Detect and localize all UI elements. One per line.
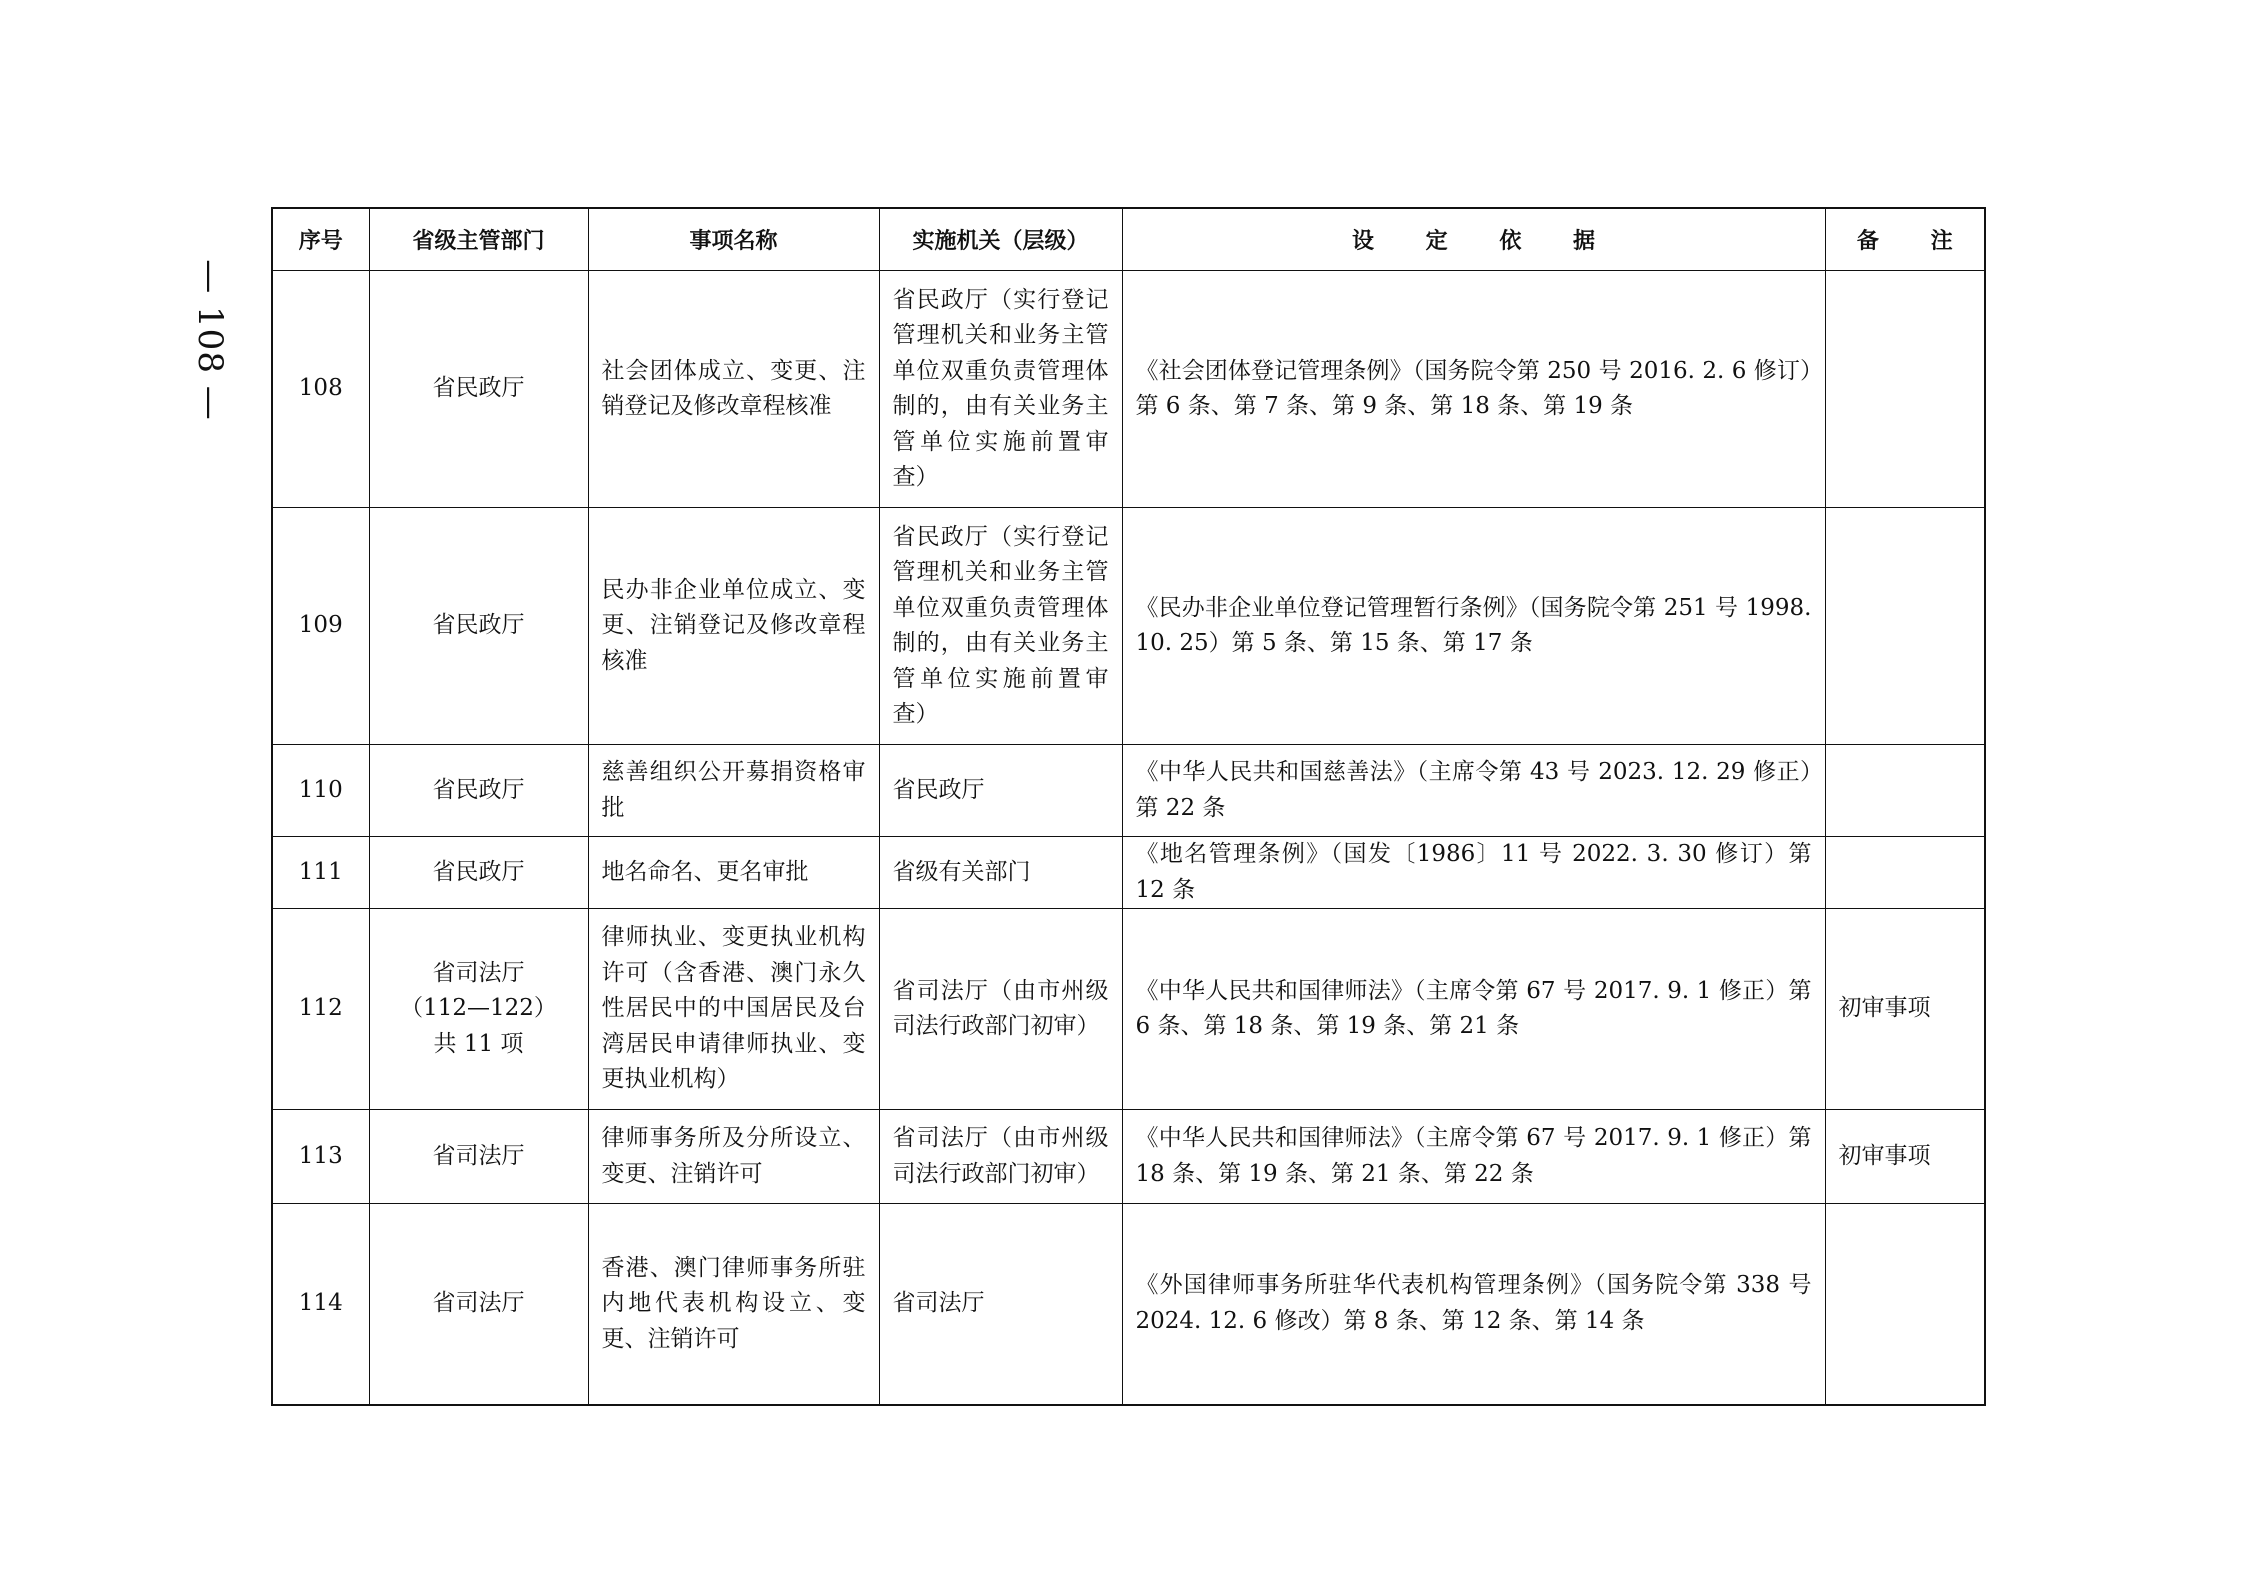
cell-serial-no: 110 [272, 745, 369, 837]
header-item-name: 事项名称 [588, 208, 879, 271]
cell-agency: 省司法厅（由市州级司法行政部门初审） [879, 909, 1122, 1110]
cell-item-name: 地名命名、更名审批 [588, 837, 879, 909]
cell-legal-basis: 《中华人民共和国慈善法》（主席令第 43 号 2023. 12. 29 修正）第 22 条 [1122, 745, 1825, 837]
cell-remarks [1825, 271, 1985, 508]
cell-agency: 省民政厅 [879, 745, 1122, 837]
cell-remarks [1825, 508, 1985, 745]
header-remarks: 备 注 [1825, 208, 1985, 271]
cell-agency: 省级有关部门 [879, 837, 1122, 909]
cell-legal-basis: 《外国律师事务所驻华代表机构管理条例》（国务院令第 338 号 2024. 12. 6 修改）第 8 条、第 12 条、第 14 条 [1122, 1204, 1825, 1405]
page-number [180, 240, 240, 440]
cell-legal-basis: 《中华人民共和国律师法》（主席令第 67 号 2017. 9. 1 修正）第 6 条、第 18 条、第 19 条、第 21 条 [1122, 909, 1825, 1110]
cell-agency: 省司法厅 [879, 1204, 1122, 1405]
header-legal-basis: 设 定 依 据 [1122, 208, 1825, 271]
cell-serial-no: 111 [272, 837, 369, 909]
cell-item-name: 律师事务所及分所设立、变更、注销许可 [588, 1110, 879, 1204]
cell-remarks: 初审事项 [1825, 909, 1985, 1110]
cell-department: 省民政厅 [369, 508, 588, 745]
cell-agency: 省司法厅（由市州级司法行政部门初审） [879, 1110, 1122, 1204]
cell-serial-no: 108 [272, 271, 369, 508]
page-number-label: — 108 — [190, 259, 231, 421]
table-header-row [272, 208, 1985, 271]
table-row [272, 909, 1985, 1110]
table-row [272, 508, 1985, 745]
cell-legal-basis: 《地名管理条例》（国发〔1986〕11 号 2022. 3. 30 修订）第 12 条 [1122, 837, 1825, 909]
cell-serial-no: 109 [272, 508, 369, 745]
cell-item-name: 香港、澳门律师事务所驻内地代表机构设立、变更、注销许可 [588, 1204, 879, 1405]
cell-department: 省民政厅 [369, 271, 588, 508]
department-item-range: （112—122） [400, 995, 557, 1022]
cell-item-name: 慈善组织公开募捐资格审批 [588, 745, 879, 837]
cell-remarks [1825, 1204, 1985, 1405]
table-row [272, 1110, 1985, 1204]
cell-department: 省司法厅 [369, 1110, 588, 1204]
cell-agency: 省民政厅（实行登记管理机关和业务主管单位双重负责管理体制的，由有关业务主管单位实施前置审查） [879, 508, 1122, 745]
cell-department [369, 909, 588, 1110]
table-row [272, 837, 1985, 909]
table-row [272, 745, 1985, 837]
approval-items-table [271, 207, 1986, 1406]
cell-legal-basis: 《社会团体登记管理条例》（国务院令第 250 号 2016. 2. 6 修订）第 6 条、第 7 条、第 9 条、第 18 条、第 19 条 [1122, 271, 1825, 508]
cell-serial-no: 114 [272, 1204, 369, 1405]
cell-item-name: 民办非企业单位成立、变更、注销登记及修改章程核准 [588, 508, 879, 745]
department-item-count: 共 11 项 [433, 1030, 524, 1057]
cell-legal-basis: 《民办非企业单位登记管理暂行条例》（国务院令第 251 号 1998. 10. 25）第 5 条、第 15 条、第 17 条 [1122, 508, 1825, 745]
cell-serial-no: 113 [272, 1110, 369, 1204]
header-department: 省级主管部门 [369, 208, 588, 271]
cell-item-name: 社会团体成立、变更、注销登记及修改章程核准 [588, 271, 879, 508]
cell-remarks [1825, 837, 1985, 909]
cell-legal-basis: 《中华人民共和国律师法》（主席令第 67 号 2017. 9. 1 修正）第 18 条、第 19 条、第 21 条、第 22 条 [1122, 1110, 1825, 1204]
department-name: 省司法厅 [432, 959, 525, 986]
header-agency: 实施机关（层级） [879, 208, 1122, 271]
cell-department: 省民政厅 [369, 837, 588, 909]
cell-serial-no: 112 [272, 909, 369, 1110]
cell-agency: 省民政厅（实行登记管理机关和业务主管单位双重负责管理体制的，由有关业务主管单位实施前置审查） [879, 271, 1122, 508]
header-serial-no: 序号 [272, 208, 369, 271]
table-row [272, 1204, 1985, 1405]
cell-item-name: 律师执业、变更执业机构许可（含香港、澳门永久性居民中的中国居民及台湾居民申请律师执业、变更执业机构） [588, 909, 879, 1110]
table-row [272, 271, 1985, 508]
cell-remarks: 初审事项 [1825, 1110, 1985, 1204]
cell-department: 省民政厅 [369, 745, 588, 837]
cell-department: 省司法厅 [369, 1204, 588, 1405]
cell-remarks [1825, 745, 1985, 837]
